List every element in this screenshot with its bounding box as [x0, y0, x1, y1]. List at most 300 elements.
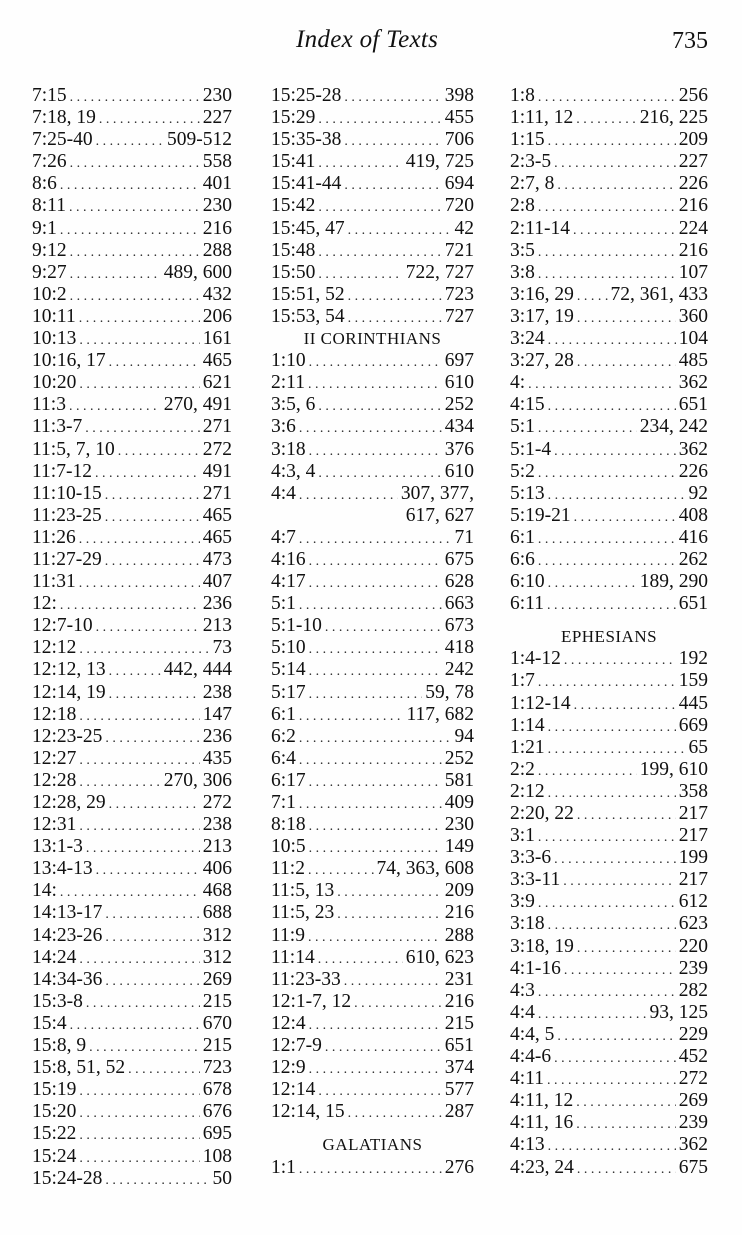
entry-pages: 252 [444, 394, 474, 416]
index-entry [271, 858, 474, 880]
entry-reference: 3:3-6 [510, 847, 552, 869]
index-entry [510, 218, 708, 240]
index-column-2 [271, 85, 474, 1179]
index-entry [32, 748, 232, 770]
entry-reference: 15:50 [271, 261, 316, 283]
entry-reference: 4:15 [510, 394, 545, 416]
entry-reference: 10:13 [32, 328, 77, 350]
dot-leader [548, 131, 676, 153]
entry-reference: 12:23-25 [32, 725, 103, 747]
entry-pages: 651 [678, 593, 708, 615]
dot-leader [547, 1070, 676, 1092]
index-entry [271, 218, 474, 240]
index-entry [510, 648, 708, 670]
index-entry [271, 151, 474, 173]
entry-pages: 435 [202, 747, 232, 769]
dot-leader [318, 153, 402, 175]
dot-leader [79, 816, 199, 838]
dot-leader [309, 573, 442, 595]
entry-reference: 2:3-5 [510, 151, 552, 173]
entry-reference: 6:1 [510, 526, 535, 548]
section-heading: EPHESIANS [560, 627, 658, 647]
index-entry [271, 394, 474, 416]
entry-reference: 2:20, 22 [510, 803, 574, 824]
dot-leader [318, 463, 441, 485]
entry-pages: 199 [678, 847, 708, 869]
index-entry [271, 880, 474, 902]
index-entry [510, 107, 708, 129]
index-entry [510, 173, 708, 195]
dot-leader [109, 661, 161, 683]
entry-reference: 15:53, 54 [271, 305, 345, 327]
entry-reference: 3:6 [271, 416, 296, 438]
index-entry [32, 704, 232, 726]
entry-reference: 1:14 [510, 714, 545, 736]
entry-reference: 12:14, 15 [271, 1101, 345, 1123]
entry-reference: 6:2 [271, 725, 296, 747]
index-entry [510, 195, 708, 217]
index-entry [510, 737, 708, 759]
dot-leader [308, 374, 442, 396]
dot-leader [70, 1015, 200, 1037]
index-entry [32, 659, 232, 681]
index-entry [510, 781, 708, 803]
dot-leader [105, 1170, 209, 1192]
index-entry [271, 1057, 474, 1079]
dot-leader [309, 1059, 442, 1081]
entry-pages: 216 [678, 239, 708, 261]
entry-pages: 465 [202, 526, 232, 548]
dot-leader [577, 938, 676, 960]
entry-pages: 432 [202, 283, 232, 305]
dot-leader [554, 1048, 676, 1070]
entry-pages: 159 [678, 670, 708, 692]
index-entry [32, 394, 232, 416]
entry-reference: 3:8 [510, 261, 535, 283]
dot-leader [299, 706, 404, 728]
index-entry [271, 748, 474, 770]
index-entry [271, 461, 474, 483]
entry-reference: 15:8, 51, 52 [32, 1057, 126, 1079]
dot-leader [344, 131, 441, 153]
index-entry [510, 847, 708, 869]
dot-leader [538, 264, 676, 286]
dot-leader [299, 728, 452, 750]
entry-pages: 71 [454, 526, 474, 548]
index-column-1 [32, 85, 232, 1190]
dot-leader [79, 1103, 199, 1125]
entry-pages: 117, 682 [406, 703, 474, 725]
dot-leader [109, 684, 200, 706]
dot-leader [564, 650, 676, 672]
entry-reference: 8:6 [32, 173, 57, 195]
index-entry [32, 792, 232, 814]
entry-reference: 4:3, 4 [271, 460, 316, 482]
entry-pages: 721 [444, 239, 474, 261]
entry-reference: 3:27, 28 [510, 350, 574, 372]
dot-leader [299, 529, 452, 551]
entry-reference: 13:1-3 [32, 836, 83, 858]
dot-leader [309, 639, 442, 661]
dot-leader [79, 1148, 199, 1170]
entry-reference: 1:12-14 [510, 692, 571, 714]
dot-leader [79, 573, 200, 595]
entry-reference: 15:3-8 [32, 990, 83, 1012]
dot-leader [548, 915, 676, 937]
entry-reference: 5:2 [510, 460, 535, 482]
index-entry [271, 195, 474, 217]
entry-reference: 12:12 [32, 637, 77, 659]
entry-pages: 628 [444, 571, 474, 593]
entry-reference: 11:26 [32, 526, 76, 548]
index-entry [32, 284, 232, 306]
index-entry [32, 571, 232, 593]
entry-pages: 272 [202, 438, 232, 460]
index-entry [32, 1057, 232, 1079]
entry-reference: 2:11-14 [510, 217, 570, 239]
dot-leader [70, 242, 200, 264]
dot-leader [309, 772, 442, 794]
dot-leader [577, 286, 608, 308]
index-entry [32, 439, 232, 461]
entry-reference: 11:23-25 [32, 504, 102, 526]
entry-reference: 11:27-29 [32, 548, 102, 570]
entry-pages: 727 [444, 305, 474, 327]
entry-reference: 5:13 [510, 482, 545, 504]
entry-pages: 675 [444, 548, 474, 570]
entry-reference: 13:4-13 [32, 858, 93, 880]
entry-reference: 15:41-44 [271, 173, 342, 195]
dot-leader [79, 772, 160, 794]
dot-leader [86, 993, 200, 1015]
entry-pages: 226 [678, 460, 708, 482]
dot-leader [96, 860, 200, 882]
entry-pages: 376 [444, 438, 474, 460]
dot-leader [105, 551, 200, 573]
entry-pages: 234, 242 [639, 416, 708, 438]
entry-pages: 416 [678, 526, 708, 548]
dot-leader [299, 750, 442, 772]
index-entry [271, 262, 474, 284]
entry-reference: 15:24 [32, 1145, 77, 1167]
dot-leader [557, 1026, 675, 1048]
entry-pages: 312 [202, 946, 232, 968]
entry-pages: 216 [202, 217, 232, 239]
entry-reference: 12:14, 19 [32, 681, 106, 703]
dot-leader [538, 893, 676, 915]
entry-reference: 8:18 [271, 814, 306, 836]
entry-reference: 2:2 [510, 758, 535, 780]
dot-leader [128, 1059, 200, 1081]
entry-reference: 10:16, 17 [32, 350, 106, 372]
dot-leader [60, 220, 200, 242]
entry-reference: 4:3 [510, 979, 535, 1001]
index-entry [510, 549, 708, 571]
entry-reference: 3:18, 19 [510, 935, 574, 957]
entry-reference: 3:5, 6 [271, 394, 316, 416]
entry-reference: 15:24-28 [32, 1167, 103, 1189]
entry-pages: 73 [212, 637, 232, 659]
entry-pages: 272 [202, 792, 232, 813]
dot-leader [554, 153, 676, 175]
entry-pages: 271 [202, 416, 232, 438]
dot-leader [577, 1159, 676, 1181]
entry-pages: 491 [202, 460, 232, 482]
dot-leader [299, 595, 442, 617]
entry-pages: 651 [678, 394, 708, 416]
entry-pages: 558 [202, 151, 232, 173]
dot-leader [564, 960, 676, 982]
entry-reference: 15:42 [271, 195, 316, 217]
entry-pages: 256 [678, 85, 708, 106]
index-entry [32, 505, 232, 527]
entry-pages: 92 [688, 482, 708, 504]
dot-leader [69, 396, 161, 418]
entry-pages: 288 [202, 239, 232, 261]
entry-pages: 215 [202, 1035, 232, 1057]
index-entry [271, 991, 474, 1013]
entry-pages: 663 [444, 593, 474, 615]
dot-leader [538, 1004, 647, 1026]
index-entry [510, 394, 708, 416]
dot-leader [299, 485, 398, 507]
entry-pages: 445 [678, 692, 708, 714]
entry-reference: 1:21 [510, 736, 545, 758]
index-entry [271, 814, 474, 836]
index-entry [510, 1068, 708, 1090]
entry-reference: 7:25-40 [32, 129, 93, 151]
dot-leader [109, 794, 200, 816]
index-entry [32, 461, 232, 483]
entry-pages: 723 [444, 283, 474, 305]
dot-leader [309, 661, 442, 683]
dot-leader [70, 286, 200, 308]
index-entry [32, 902, 232, 924]
index-entry [271, 836, 474, 858]
entry-pages: 213 [202, 615, 232, 637]
dot-leader [563, 871, 676, 893]
entry-reference: 4:11, 12 [510, 1090, 574, 1112]
dot-leader [105, 728, 199, 750]
entry-reference: 5:1-4 [510, 438, 552, 460]
entry-reference: 4:4 [510, 1001, 535, 1023]
entry-reference: 15:22 [32, 1123, 77, 1145]
index-entry [510, 1134, 708, 1156]
entry-reference: 15:8, 9 [32, 1035, 87, 1057]
index-entry [271, 372, 474, 394]
entry-reference: 15:51, 52 [271, 283, 345, 305]
entry-pages: 621 [202, 372, 232, 394]
entry-reference: 8:11 [32, 195, 66, 217]
entry-pages: 149 [444, 836, 474, 858]
entry-pages: 722, 727 [405, 261, 474, 283]
dot-leader [576, 1092, 676, 1114]
dot-leader [60, 175, 200, 197]
entry-pages: 695 [202, 1123, 232, 1145]
index-entry [510, 693, 708, 715]
index-entry [271, 1035, 474, 1057]
entry-pages: 473 [202, 548, 232, 570]
index-entry [271, 173, 474, 195]
entry-reference: 12:1-7, 12 [271, 990, 352, 1012]
entry-pages: 236 [202, 593, 232, 615]
dot-leader [79, 639, 209, 661]
entry-pages: 610 [444, 460, 474, 482]
index-entry [271, 284, 474, 306]
index-entry [32, 726, 232, 748]
dot-leader [548, 330, 676, 352]
section-heading: GALATIANS [322, 1135, 423, 1155]
dot-leader [79, 949, 199, 971]
index-entry [32, 549, 232, 571]
index-entry [32, 372, 232, 394]
entry-pages: 65 [688, 736, 708, 758]
entry-reference: 1:10 [271, 350, 306, 372]
dot-leader [325, 1037, 442, 1059]
entry-pages: 216, 225 [639, 107, 708, 129]
dot-leader [318, 242, 441, 264]
entry-reference: 15:48 [271, 239, 316, 261]
index-entry [510, 240, 708, 262]
index-entry [32, 770, 232, 792]
entry-reference: 5:14 [271, 659, 306, 681]
entry-pages: 358 [678, 780, 708, 802]
entry-pages: 651 [444, 1035, 474, 1057]
entry-reference: 12:4 [271, 1012, 306, 1034]
entry-reference: 4:4, 5 [510, 1023, 555, 1045]
entry-pages: 209 [444, 880, 474, 902]
entry-reference: 9:27 [32, 261, 67, 283]
index-entry [510, 1046, 708, 1068]
entry-reference: 10:2 [32, 283, 67, 305]
entry-reference: 6:11 [510, 593, 544, 615]
index-entry [32, 880, 232, 902]
entry-reference: 4:16 [271, 548, 306, 570]
dot-leader [299, 1159, 442, 1181]
entry-reference: 10:11 [32, 305, 76, 327]
entry-reference: 4:7 [271, 526, 296, 548]
dot-leader [309, 551, 442, 573]
index-entry [510, 461, 708, 483]
dot-leader [348, 220, 452, 242]
entry-pages: 287 [444, 1101, 474, 1123]
entry-reference: 3:3-11 [510, 869, 561, 891]
dot-leader [577, 352, 676, 374]
entry-pages: 465 [202, 504, 232, 526]
dot-leader [79, 1081, 199, 1103]
entry-pages: 720 [444, 195, 474, 217]
index-entry [32, 151, 232, 173]
index-entry [510, 483, 708, 505]
entry-pages: 189, 290 [639, 571, 708, 593]
index-entry [510, 825, 708, 847]
dot-leader [337, 882, 442, 904]
entry-reference: 11:10-15 [32, 482, 102, 504]
index-entry [32, 814, 232, 836]
entry-reference: 6:17 [271, 769, 306, 791]
entry-reference: 11:5, 23 [271, 902, 335, 924]
index-entry [271, 439, 474, 461]
entry-reference: 9:1 [32, 217, 57, 239]
index-entry [32, 107, 232, 129]
entry-pages: 434 [444, 416, 474, 438]
entry-pages: 697 [444, 350, 474, 372]
index-entry [32, 969, 232, 991]
dot-leader [348, 286, 442, 308]
index-entry [271, 682, 474, 704]
entry-reference: 7:15 [32, 85, 67, 106]
entry-pages: 418 [444, 637, 474, 659]
entry-pages: 239 [678, 1112, 708, 1134]
entry-reference: 2:11 [271, 372, 305, 394]
entry-reference: 4:4 [271, 482, 296, 504]
entry-reference: 12: [32, 593, 57, 615]
entry-pages: 271 [202, 482, 232, 504]
index-entry [510, 151, 708, 173]
entry-reference: 5:17 [271, 681, 306, 703]
index-entry [510, 262, 708, 284]
entry-pages: 408 [678, 504, 708, 526]
entry-pages: 312 [202, 924, 232, 946]
index-entry [510, 505, 708, 527]
entry-pages: 226 [678, 173, 708, 195]
entry-reference: 15:25-28 [271, 85, 342, 106]
entry-pages: 242 [444, 659, 474, 681]
dot-leader [318, 949, 403, 971]
entry-pages: 468 [202, 880, 232, 902]
entry-pages: 688 [202, 902, 232, 924]
dot-leader [538, 87, 676, 109]
entry-reference: 3:16, 29 [510, 283, 574, 305]
entry-pages: 93, 125 [649, 1001, 708, 1023]
entry-pages: 269 [678, 1090, 708, 1112]
entry-reference: 1:4-12 [510, 648, 561, 670]
index-entry [510, 85, 708, 107]
index-entry [32, 1013, 232, 1035]
index-entry [271, 527, 474, 549]
entry-reference: 15:20 [32, 1101, 77, 1123]
dot-leader [105, 485, 200, 507]
index-entry [271, 969, 474, 991]
index-entry [510, 439, 708, 461]
dot-leader [299, 794, 442, 816]
index-entry [510, 891, 708, 913]
index-entry [271, 549, 474, 571]
index-entry [271, 925, 474, 947]
entry-pages: 231 [444, 968, 474, 990]
index-entry [32, 858, 232, 880]
dot-leader [308, 927, 442, 949]
entry-reference: 5:1 [510, 416, 535, 438]
entry-pages: 216 [678, 195, 708, 217]
index-entry [510, 571, 708, 593]
index-entry [32, 947, 232, 969]
dot-leader [105, 971, 199, 993]
entry-reference: 11:23-33 [271, 968, 341, 990]
dot-leader [109, 352, 200, 374]
entry-reference: 14:23-26 [32, 924, 103, 946]
dot-leader [538, 827, 676, 849]
entry-reference: 3:24 [510, 328, 545, 350]
dot-leader [309, 838, 442, 860]
entry-pages: 419, 725 [405, 151, 474, 173]
entry-pages: 262 [678, 548, 708, 570]
entry-pages: 230 [202, 195, 232, 217]
entry-pages: 161 [202, 328, 232, 350]
entry-pages: 401 [202, 173, 232, 195]
index-entry [510, 715, 708, 737]
index-entry [271, 107, 474, 129]
